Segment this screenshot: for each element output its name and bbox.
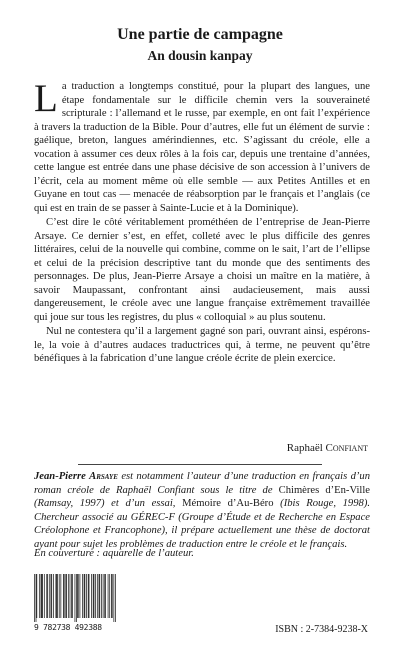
bio-text-1: est notamment l’auteur d’une traduction en français d’un roman créole de Raphaël Confiant sous le titre de: [34, 471, 370, 496]
barcode-bar: [53, 574, 54, 618]
barcode-bar: [65, 574, 66, 618]
barcode-bar: [70, 574, 71, 618]
cover-note: En couverture : aquarelle de l’auteur.: [34, 548, 194, 559]
barcode-bar: [36, 574, 37, 622]
bio-org: GÉREC-F: [130, 511, 175, 523]
barcode-bar: [57, 574, 58, 618]
barcode-bar: [93, 574, 94, 618]
barcode-bar: [56, 574, 57, 618]
barcode-bar: [63, 574, 64, 618]
barcode-bar: [56, 574, 57, 618]
barcode-bar: [84, 574, 85, 618]
barcode-bar: [71, 574, 72, 618]
barcode-bar: [66, 574, 67, 618]
barcode-bar: [103, 574, 104, 618]
barcode-bar: [89, 574, 90, 618]
barcode-bar: [46, 574, 47, 618]
bio-text-2: (Ramsay, 1997) et d’un essai,: [34, 498, 183, 509]
isbn: ISBN : 2-7384-9238-X: [275, 624, 368, 635]
barcode-bar: [77, 574, 78, 618]
barcode-bar: [99, 574, 100, 618]
barcode-digits: 9 782738 492388: [34, 623, 102, 632]
barcode-bar: [109, 574, 110, 618]
barcode-bar: [42, 574, 43, 618]
bio-author-last: Arsaye: [89, 471, 118, 482]
barcode-bar: [111, 574, 112, 618]
barcode-bar: [49, 574, 50, 618]
barcode-bar: [75, 574, 76, 622]
barcode-bar: [72, 574, 73, 618]
bio-book-1: Chimères d’En-Ville: [278, 484, 370, 496]
paragraph-1: [34, 77, 370, 215]
barcode-bar: [39, 574, 40, 618]
barcode-bar: [41, 574, 42, 618]
page-title: Une partie de campagne: [117, 26, 283, 43]
barcode-bar: [51, 574, 52, 618]
bio-text-3: (Ibis Rouge, 1998). Chercheur associé au: [34, 498, 370, 523]
barcode-bar: [78, 574, 79, 618]
author-bio: [34, 470, 370, 551]
barcode-bar: [112, 574, 113, 618]
barcode-bar: [99, 574, 100, 618]
bio-text-4: (Groupe d’Étude et de Recherche en Espace Créolophone et Francophone), il prépare actuellement une thèse de doctorat ayant pour sujet les problèmes de traduction entre le créole et le français.: [34, 511, 371, 550]
barcode-bars: [34, 574, 116, 622]
drop-cap: L: [34, 77, 58, 120]
divider: [78, 464, 322, 465]
bio-book-2: Mémoire d’Au-Béro: [182, 498, 274, 509]
barcode-bar: [115, 574, 116, 622]
signature-last-name: Confiant: [325, 442, 368, 454]
barcode-bar: [36, 574, 37, 618]
page-subtitle: An dousin kanpay: [147, 48, 253, 63]
barcode-bar: [95, 574, 96, 618]
paragraph-3: Nul ne contestera qu’il a largement gagné son pari, ouvrant ainsi, espérons-le, la voie à d’autres audaces traductrices qui, à terme, ne peuvent qu’être bénéfiques à la fabrication d’une langue créole écrite de plein exercice.: [34, 326, 370, 364]
barcode-bar: [94, 574, 95, 618]
barcode-bar: [41, 574, 42, 618]
barcode-bar: [80, 574, 81, 618]
barcode-bar: [86, 574, 87, 618]
barcode-bar: [91, 574, 92, 618]
barcode-bar: [97, 574, 98, 618]
barcode-bar: [105, 574, 106, 618]
barcode-bar: [44, 574, 45, 618]
blurb-text: [34, 77, 370, 366]
barcode-bar: [82, 574, 83, 618]
barcode-bar: [59, 574, 60, 618]
signature-first-name: Raphaël: [286, 442, 323, 454]
barcode-bar: [64, 574, 65, 618]
barcode-bar: [61, 574, 62, 618]
barcode-bar: [68, 574, 69, 618]
signature: [287, 442, 368, 454]
barcode-bar: [88, 574, 89, 618]
paragraph-2: C’est dire le côté véritablement prométhéen de l’entreprise de Jean-Pierre Arsaye. Ce dernier s’est, en effet, colleté avec le plus difficile des genres littéraires, celui de la nouvelle qui combine, comme on le sait, l’art de l’ellipse et celui de la précision descriptive tant du monde que des sentiments des personnages. De plus, Jean-Pierre Arsaye a choisi un maître en la matière, à savoir Maupassant, confrontant ainsi audacieusement, mais aussi dangereusement, le créole avec une langue française extrêmement travaillée qui joue sur tous les registres, du plus « colloquial » au plus soutenu.: [34, 217, 370, 323]
barcode-bar: [34, 574, 35, 622]
bio-author-first: Jean-Pierre: [34, 471, 86, 482]
barcode-bar: [51, 574, 52, 618]
barcode-bar: [108, 574, 109, 618]
barcode: [34, 574, 116, 636]
barcode-bar: [104, 574, 105, 618]
barcode-bar: [47, 574, 48, 618]
paragraph-1-text: a traduction a longtemps constitué, pour la plupart des langues, une étape fondamentale sur le difficile chemin vers la souveraineté scripturale : l’allemand et le russe, par exemple, en ont fait l’expérience à travers la traduction de la Bible. Pour d’autres, elle fut un élément de survie : gaélique, breton, langues amérindiennes, etc. S’agissant du créole, elle a vocation à assumer ces deux rôles à la fois car, depuis une trentaine d’années, cette langue est entrée dans une phase décisive de son accession à l’univers de l’écrit, cela au moment même où elle semble — aux Petites Antilles et en Guyane en tout cas — menacée de réabsorption par le français et l’anglais (ce qui est en train de se passer à Sainte-Lucie et à la Dominique).: [34, 81, 370, 214]
barcode-bar: [114, 574, 115, 622]
barcode-bar: [101, 574, 102, 618]
barcode-bar: [85, 574, 86, 618]
barcode-bar: [76, 574, 77, 622]
